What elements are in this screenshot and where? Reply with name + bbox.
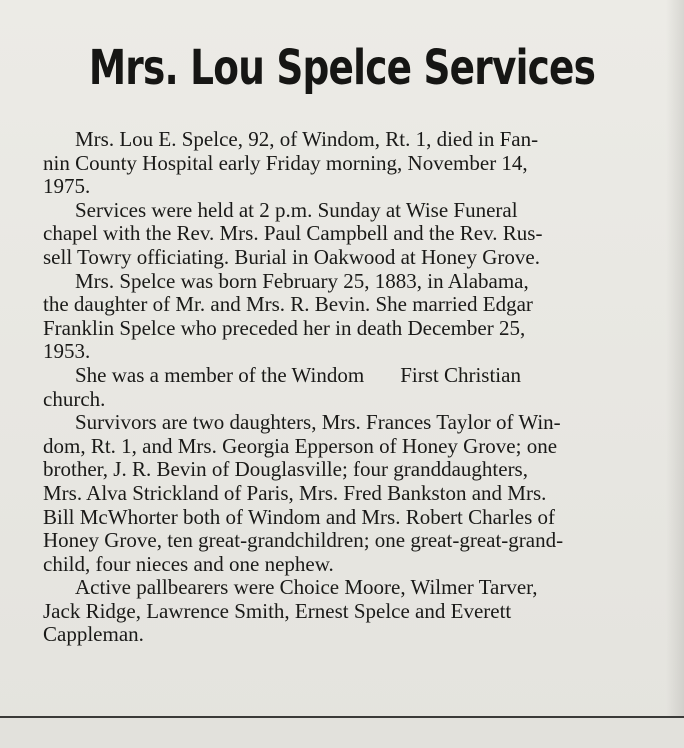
text-segment: First Christian [400, 362, 521, 387]
paragraph-death-notice [11, 128, 666, 199]
text-line: the daughter of Mr. and Mrs. R. Bevin. She married Edgar [43, 292, 533, 317]
text-line: church. [43, 386, 106, 411]
paragraph-services [11, 199, 666, 270]
text-line [11, 364, 666, 388]
text-line: nin County Hospital early Friday morning, November 14, [43, 150, 528, 175]
text-line: brother, J. R. Bevin of Douglasville; four granddaughters, [43, 457, 528, 482]
text-line: Survivors are two daughters, Mrs. Frances Taylor of Win- [75, 410, 561, 435]
paper-edge-shadow [666, 0, 684, 748]
text-line: 1953. [43, 339, 91, 364]
text-line: child, four nieces and one nephew. [43, 551, 334, 576]
text-line: chapel with the Rev. Mrs. Paul Campbell and the Rev. Rus- [43, 221, 543, 246]
text-line: dom, Rt. 1, and Mrs. Georgia Epperson of Honey Grove; one [43, 433, 558, 458]
text-line: Honey Grove, ten great-grandchildren; one great-great-grand- [43, 528, 564, 553]
column-rule [0, 716, 684, 718]
text-line: sell Towry officiating. Burial in Oakwood at Honey Grove. [43, 244, 540, 269]
paper-bottom-margin [0, 718, 684, 748]
text-line: Franklin Spelce who preceded her in death December 25, [43, 315, 526, 340]
paragraph-church [11, 364, 666, 411]
text-segment: She was a member of the Windom [75, 362, 365, 387]
text-line: Active pallbearers were Choice Moore, Wilmer Tarver, [75, 575, 538, 600]
headline: Mrs. Lou Spelce Services [88, 40, 596, 96]
text-line: Jack Ridge, Lawrence Smith, Ernest Spelce and Everett [43, 598, 512, 623]
text-line: Bill McWhorter both of Windom and Mrs. Robert Charles of [43, 504, 556, 529]
obituary-body [11, 128, 666, 647]
paragraph-pallbearers [11, 576, 666, 647]
text-line: 1975. [43, 174, 91, 199]
text-line: Mrs. Alva Strickland of Paris, Mrs. Fred Bankston and Mrs. [43, 480, 547, 505]
paragraph-survivors [11, 411, 666, 576]
text-line: Mrs. Lou E. Spelce, 92, of Windom, Rt. 1, died in Fan- [75, 127, 539, 151]
text-line: Services were held at 2 p.m. Sunday at Wise Funeral [75, 197, 518, 222]
paragraph-biography [11, 270, 666, 364]
text-line: Mrs. Spelce was born February 25, 1883, in Alabama, [75, 268, 529, 293]
text-line: Cappleman. [43, 622, 144, 647]
